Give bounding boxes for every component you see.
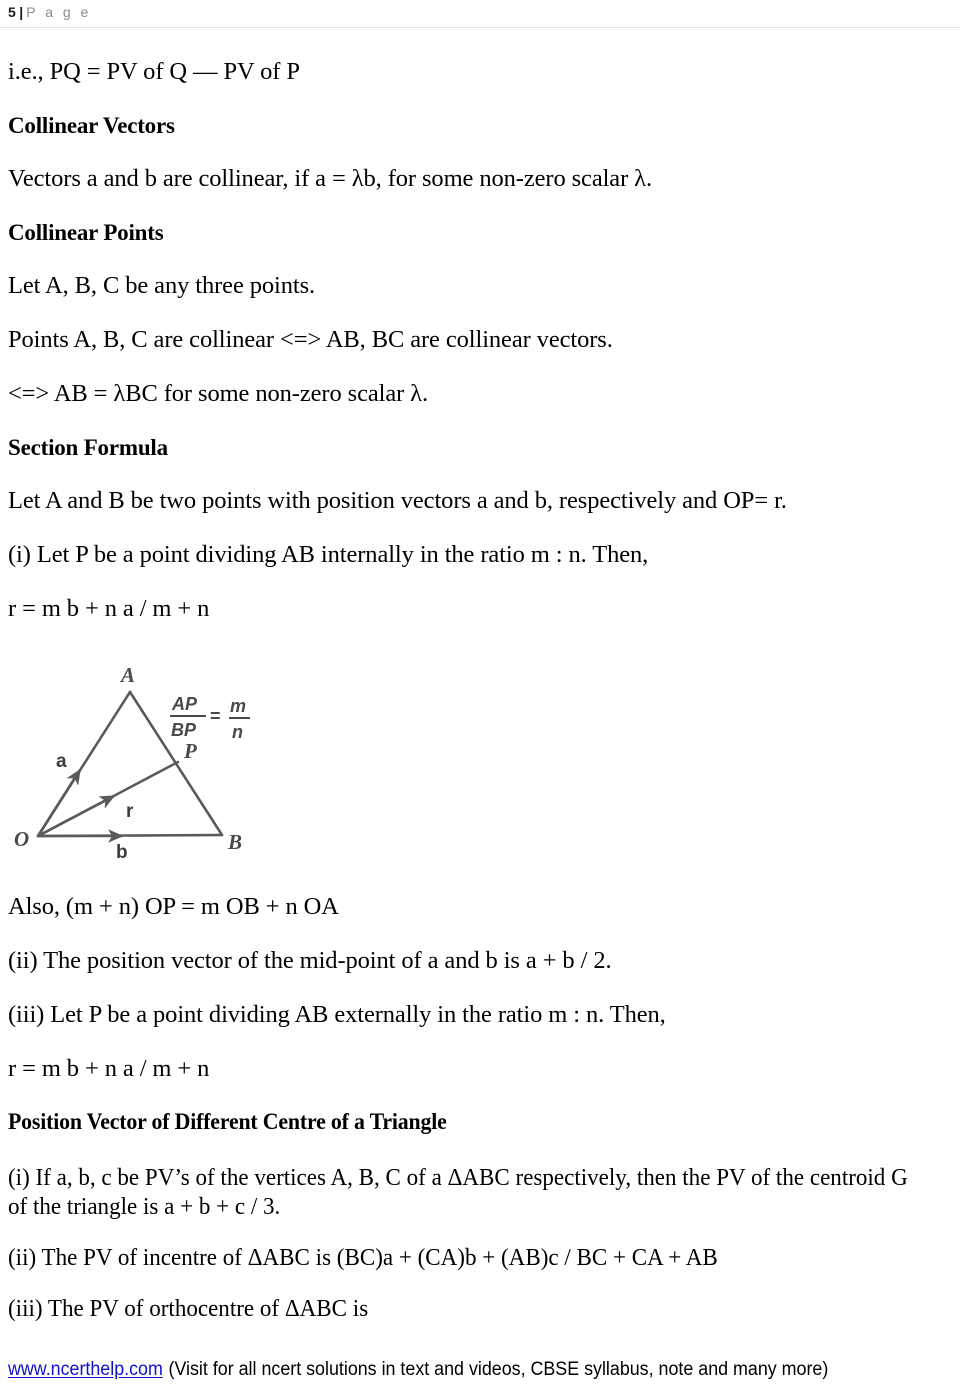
- heading-section-formula: Section Formula: [8, 435, 168, 460]
- centre-item-i: (i) If a, b, c be PV’s of the vertices A, B, C of a ΔABC respectively, then the PV of the centroid G of the triangle is a + b + c / 3.: [8, 1165, 908, 1220]
- footer-website-link[interactable]: www.ncerthelp.com: [8, 1359, 163, 1380]
- page-number: 5: [8, 4, 17, 20]
- formula-external-division: r = m b + n a / m + n: [8, 1055, 210, 1082]
- centre-item-iii: (iii) The PV of orthocentre of ΔABC is: [8, 1296, 369, 1322]
- ratio-equals-sign: =: [210, 706, 221, 726]
- section-formula-intro: Let A and B be two points with position vectors a and b, respectively and OP= r.: [8, 487, 787, 514]
- page-word-label: P a g e: [26, 4, 92, 20]
- diagram-label-p: P: [184, 739, 197, 763]
- heading-position-vector-centres: Position Vector of Different Centre of a Triangle: [8, 1109, 447, 1135]
- heading-collinear-vectors: Collinear Vectors: [8, 113, 175, 138]
- page-footer: [8, 1358, 899, 1382]
- diagram-label-o: O: [14, 827, 30, 851]
- diagram-label-vector-a: a: [56, 751, 67, 772]
- ratio-formula: [170, 694, 250, 742]
- document-body-lower: [8, 893, 956, 1346]
- collinear-points-line-2: Points A, B, C are collinear <=> AB, BC are collinear vectors.: [8, 326, 613, 353]
- formula-internal-division: r = m b + n a / m + n: [8, 595, 210, 622]
- section-item-iii: (iii) Let P be a point dividing AB externally in the ratio m : n. Then,: [8, 1001, 666, 1028]
- intro-line: i.e., PQ = PV of Q — PV of P: [8, 58, 300, 85]
- page-header-text: [8, 3, 91, 21]
- diagram-label-a: A: [121, 663, 136, 687]
- header-separator: |: [19, 4, 24, 20]
- centre-item-ii: (ii) The PV of incentre of ΔABC is (BC)a + (CA)b + (AB)c / BC + CA + AB: [8, 1245, 718, 1271]
- diagram-label-vector-b: b: [116, 842, 128, 863]
- ratio-numerator-left: AP: [172, 694, 198, 714]
- heading-collinear-points: Collinear Points: [8, 220, 164, 245]
- document-body: [8, 58, 956, 649]
- ratio-numerator-right: m: [230, 696, 247, 716]
- diagram-label-vector-r: r: [126, 801, 134, 822]
- ratio-denominator-left: BP: [171, 720, 197, 740]
- vector-arrows: [38, 762, 178, 836]
- header-divider: [0, 27, 960, 28]
- footer-note-text: (Visit for all ncert solutions in text and videos, CBSE syllabus, note and many more): [168, 1359, 829, 1380]
- diagram-label-b: B: [228, 830, 243, 854]
- ratio-denominator-right: n: [232, 722, 243, 742]
- triangle-vector-diagram: [10, 652, 290, 877]
- collinear-points-line-3: <=> AB = λBC for some non-zero scalar λ.: [8, 380, 428, 407]
- section-item-i: (i) Let P be a point dividing AB internally in the ratio m : n. Then,: [8, 541, 649, 568]
- collinear-vectors-text: Vectors a and b are collinear, if a = λb, for some non-zero scalar λ.: [8, 165, 652, 192]
- triangle-diagram-svg: [10, 652, 290, 877]
- collinear-points-line-1: Let A, B, C be any three points.: [8, 272, 316, 299]
- also-line: Also, (m + n) OP = m OB + n OA: [8, 893, 339, 920]
- section-item-ii: (ii) The position vector of the mid-point of a and b is a + b / 2.: [8, 947, 612, 974]
- page-header: [0, 0, 960, 28]
